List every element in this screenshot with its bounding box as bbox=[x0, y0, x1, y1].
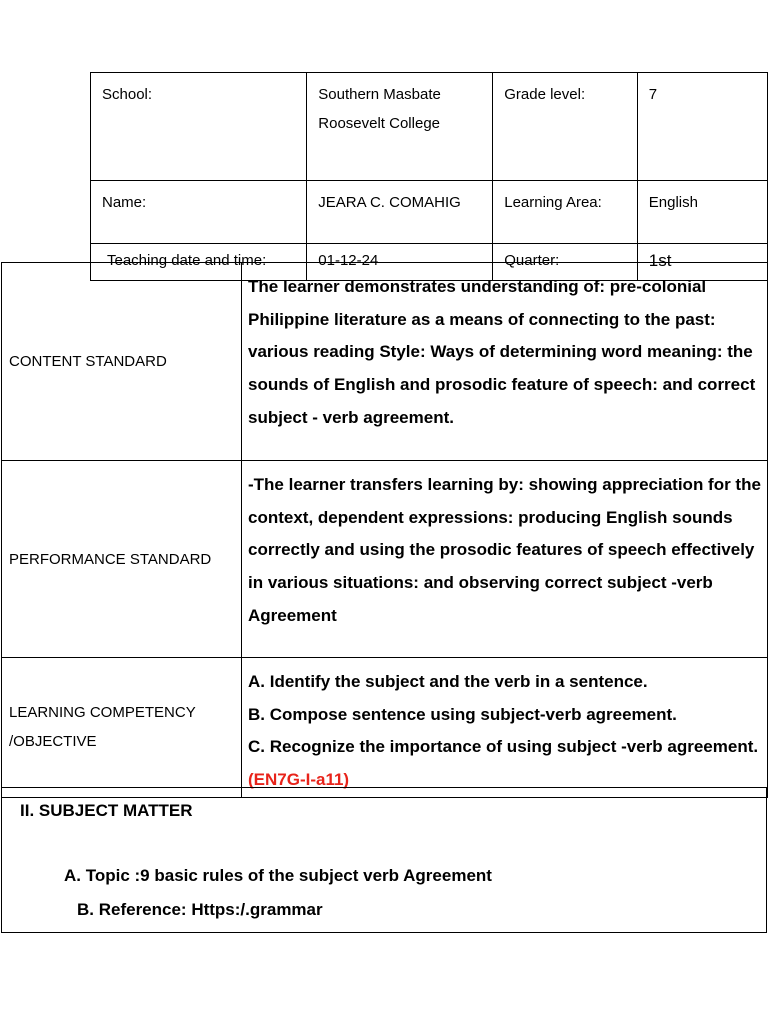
teaching-date-label: Teaching date and time: bbox=[91, 244, 307, 281]
objective-a: A. Identify the subject and the verb in a sentence. bbox=[248, 672, 648, 691]
quarter-label: Quarter: bbox=[493, 244, 638, 281]
learning-area-value: English bbox=[637, 181, 767, 244]
school-value: Southern Masbate Roosevelt College bbox=[307, 73, 493, 181]
performance-standard-text: -The learner transfers learning by: showing appreciation for the context, dependent expressions: producing English sounds correctly and using the prosodic features of speech effectively in various situations: and observing correct subject -verb Agreement bbox=[242, 461, 768, 658]
performance-standard-label: PERFORMANCE STANDARD bbox=[2, 461, 242, 658]
objective-b: B. Compose sentence using subject-verb agreement. bbox=[248, 704, 677, 724]
school-label: School: bbox=[91, 73, 307, 181]
grade-value: 7 bbox=[637, 73, 767, 181]
name-value: JEARA C. COMAHIG bbox=[307, 181, 493, 244]
name-label: Name: bbox=[91, 181, 307, 244]
topic-line: A. Topic :9 basic rules of the subject verb Agreement bbox=[64, 866, 492, 885]
objective-c-text: C. Recognize the importance of using subject -verb agreement. bbox=[248, 737, 759, 757]
learning-area-label: Learning Area: bbox=[493, 181, 638, 244]
quarter-value: 1st bbox=[637, 244, 767, 281]
teaching-date-value: 01-12-24 bbox=[307, 244, 493, 281]
grade-label: Grade level: bbox=[493, 73, 638, 181]
standards-table bbox=[1, 262, 768, 798]
content-standard-text: The learner demonstrates understanding of: pre-colonial Philippine literature as a means of connecting to the past: various reading Style: Ways of determining word meaning: the sounds of English and prosodic feature of speech: and correct subject - verb agreement. bbox=[242, 263, 768, 461]
content-standard-label: CONTENT STANDARD bbox=[2, 263, 242, 461]
subject-matter-title: II. SUBJECT MATTER bbox=[20, 801, 193, 820]
subject-matter-box bbox=[1, 787, 767, 933]
learning-competency-label: LEARNING COMPETENCY /OBJECTIVE bbox=[2, 658, 242, 798]
learning-competency-text bbox=[242, 658, 768, 798]
reference-line: B. Reference: Https:/.grammar bbox=[77, 900, 323, 919]
competency-code: (EN7G-I-a11) bbox=[248, 770, 350, 790]
header-info-table bbox=[90, 72, 768, 281]
